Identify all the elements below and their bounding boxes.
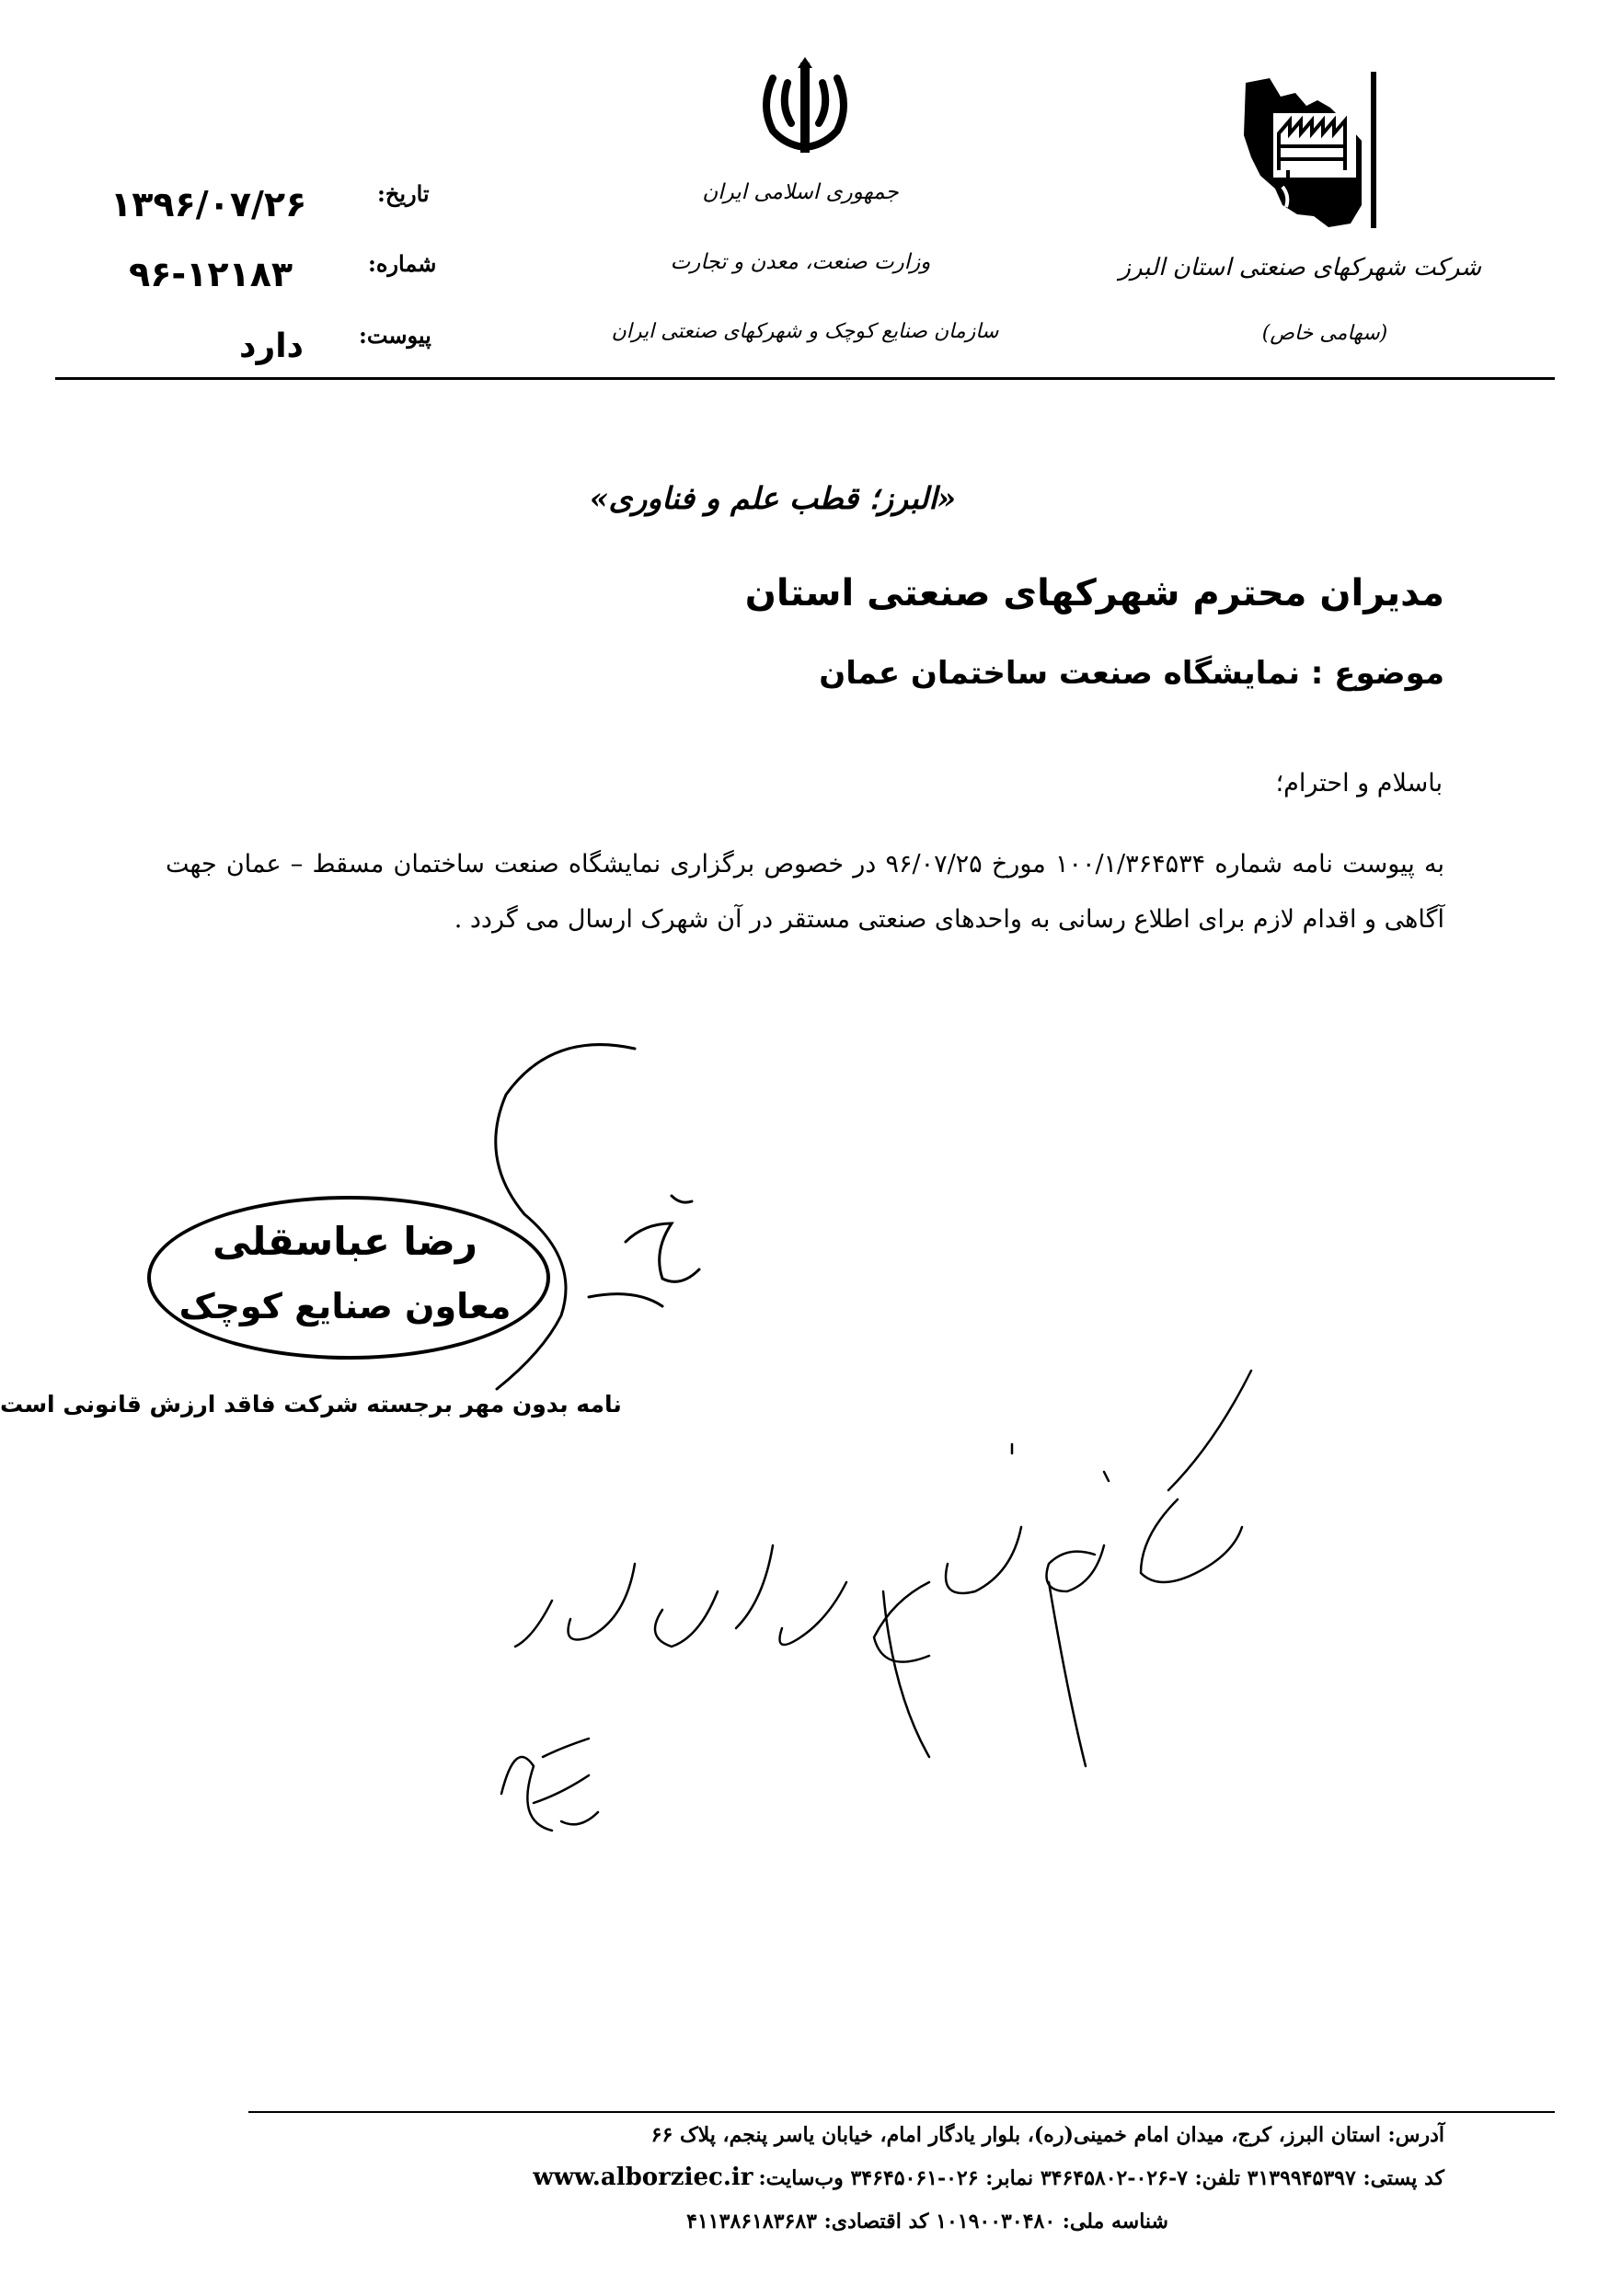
- header-divider: [55, 377, 1555, 380]
- date-label: تاریخ:: [377, 180, 430, 207]
- date-value: ۱۳۹۶/۰۷/۲۶: [110, 184, 307, 224]
- footer-divider: [248, 2111, 1555, 2113]
- motto: «البرز؛ قطب علم و فناوری»: [589, 480, 957, 516]
- signature-icon: [451, 1021, 718, 1407]
- footer-address: آدرس: استان البرز، کرج، میدان امام خمینی(ره)، بلوار یادگار امام، خیابان یاسر پنجم، پلاک ۶۶: [650, 2123, 1444, 2147]
- handwritten-note-icon: [497, 1361, 1297, 1840]
- footer-contact: [533, 2164, 1444, 2191]
- company-type: (سهامی خاص): [1261, 322, 1388, 345]
- company-logo-icon: [1233, 69, 1417, 239]
- iran-emblem-icon: [754, 55, 856, 161]
- header-center-line3: سازمان صنایع کوچک و شهرکهای صنعتی ایران: [611, 320, 999, 343]
- greeting: باسلام و احترام؛: [1275, 769, 1443, 798]
- attachment-label: پیوست:: [359, 322, 431, 349]
- number-value: ۹۶-۱۲۱۸۳: [129, 254, 293, 294]
- stamp-notice: نامه بدون مهر برجسته شرکت فاقد ارزش قانونی است: [0, 1391, 622, 1418]
- attachment-value: دارد: [239, 327, 305, 365]
- header-center-line1: جمهوری اسلامی ایران: [702, 180, 899, 204]
- number-label: شماره:: [368, 250, 437, 277]
- subject-heading: موضوع : نمایشگاه صنعت ساختمان عمان: [819, 655, 1444, 692]
- header-center-line2: وزارت صنعت، معدن و تجارت: [670, 250, 931, 274]
- footer-contact-details: کد پستی: ۳۱۳۹۹۴۵۳۹۷ تلفن: ۷-۰۲۶-۳۴۶۴۵۸۰۲ نمابر: ۰۲۶-۳۴۶۴۵۰۶۱ وب‌سایت:: [758, 2166, 1444, 2190]
- footer-website[interactable]: www.alborziec.ir: [533, 2164, 753, 2191]
- recipient-heading: مدیران محترم شهرکهای صنعتی استان: [744, 572, 1444, 614]
- footer-ids: شناسه ملی: ۱۰۱۹۰۰۳۰۴۸۰ کد اقتصادی: ۴۱۱۳۸۶۱۸۳۶۸۳: [686, 2210, 1168, 2233]
- body-paragraph: به پیوست نامه شماره ۱۰۰/۱/۳۶۴۵۳۴ مورخ ۹۶/۰۷/۲۵ در خصوص برگزاری نمایشگاه صنعت ساختمان مسقط – عمان جهت آگاهی و اقدام لازم برای اطلاع رسانی به واحدهای صنعتی مستقر در آن شهرک ارسال می گردد .: [166, 850, 1444, 934]
- signatory-title: معاون صنایع کوچک: [178, 1286, 512, 1326]
- company-name: شرکت شهرکهای صنعتی استان البرز: [1119, 254, 1481, 281]
- signatory-name: رضا عباسقلی: [213, 1219, 477, 1264]
